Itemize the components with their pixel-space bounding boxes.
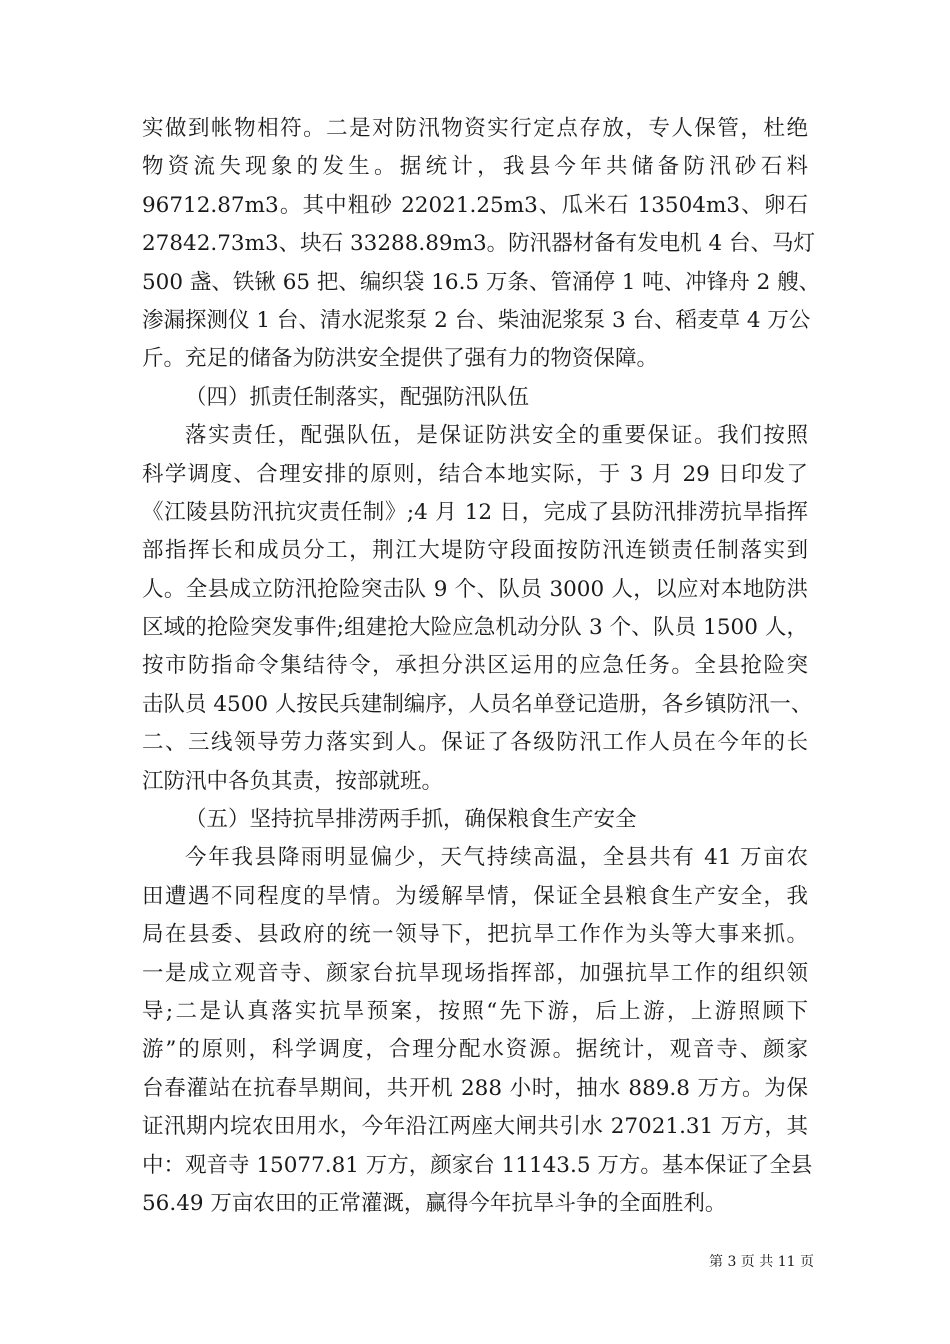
section-heading: （五）坚持抗旱排涝两手抓，确保粮食生产安全 — [185, 807, 637, 833]
text-line: 渗漏探测仪 1 台、清水泥浆泵 2 台、柴油泥浆泵 3 台、稻麦草 4 万公 — [142, 307, 811, 333]
text-line: 证汛期内垸农田用水，今年沿江两座大闸共引水 27021.31 万方，其 — [142, 1114, 808, 1140]
text-line: 96712.87m3。其中粗砂 22021.25m3、瓜米石 13504m3、卵石 — [142, 192, 808, 218]
page-number: 第 3 页 共 11 页 — [709, 1254, 814, 1270]
text-line: 科学调度、合理安排的原则，结合本地实际，于 3 月 29 日印发了 — [142, 461, 808, 487]
text-line: 27842.73m3、块石 33288.89m3。防汛器材备有发电机 4 台、马灯 — [142, 231, 815, 257]
section-heading: （四）抓责任制落实，配强防汛队伍 — [185, 384, 530, 410]
text-line: 56.49 万亩农田的正常灌溉，赢得今年抗旱斗争的全面胜利。 — [142, 1190, 727, 1216]
text-line: 部指挥长和成员分工，荆江大堤防守段面按防汛连锁责任制落实到 — [142, 538, 808, 564]
text-line: 江防汛中各负其责，按部就班。 — [142, 768, 444, 794]
text-line: 游”的原则，科学调度，合理分配水资源。据统计，观音寺、颜家 — [142, 1037, 808, 1063]
document-body — [142, 110, 821, 1223]
text-line: 一是成立观音寺、颜家台抗旱现场指挥部，加强抗旱工作的组织领 — [142, 960, 808, 986]
text-line: 人。全县成立防汛抢险突击队 9 个、队员 3000 人，以应对本地防洪 — [142, 576, 808, 602]
text-line: 中：观音寺 15077.81 万方，颜家台 11143.5 万方。基本保证了全县 — [142, 1152, 813, 1178]
text-line: 斤。充足的储备为防洪安全提供了强有力的物资保障。 — [142, 346, 659, 372]
text-line: 导;二是认真落实抗旱预案，按照“先下游，后上游，上游照顾下 — [142, 998, 808, 1024]
text-line: 500 盏、铁锹 65 把、编织袋 16.5 万条、管涌停 1 吨、冲锋舟 2 艘、 — [142, 269, 821, 295]
text-line: 区域的抢险突发事件;组建抢大险应急机动分队 3 个、队员 1500 人， — [142, 615, 808, 641]
text-line: 《江陵县防汛抗灾责任制》;4 月 12 日，完成了县防汛排涝抗旱指挥 — [142, 499, 808, 525]
text-line: 物资流失现象的发生。据统计，我县今年共储备防汛砂石料 — [142, 154, 808, 180]
text-line: 今年我县降雨明显偏少，天气持续高温，全县共有 41 万亩农 — [185, 845, 808, 871]
text-line: 二、三线领导劳力落实到人。保证了各级防汛工作人员在今年的长 — [142, 730, 808, 756]
text-line: 落实责任，配强队伍，是保证防洪安全的重要保证。我们按照 — [185, 423, 808, 449]
text-line: 实做到帐物相符。二是对防汛物资实行定点存放，专人保管，杜绝 — [142, 116, 808, 141]
text-line: 按市防指命令集结待令，承担分洪区运用的应急任务。全县抢险突 — [142, 653, 808, 679]
text-line: 局在县委、县政府的统一领导下，把抗旱工作作为头等大事来抓。 — [142, 922, 808, 948]
text-line: 田遭遇不同程度的旱情。为缓解旱情，保证全县粮食生产安全，我 — [142, 883, 808, 909]
text-line: 击队员 4500 人按民兵建制编序，人员名单登记造册，各乡镇防汛一、 — [142, 691, 813, 717]
text-line: 台春灌站在抗春旱期间，共开机 288 小时，抽水 889.8 万方。为保 — [142, 1075, 808, 1101]
